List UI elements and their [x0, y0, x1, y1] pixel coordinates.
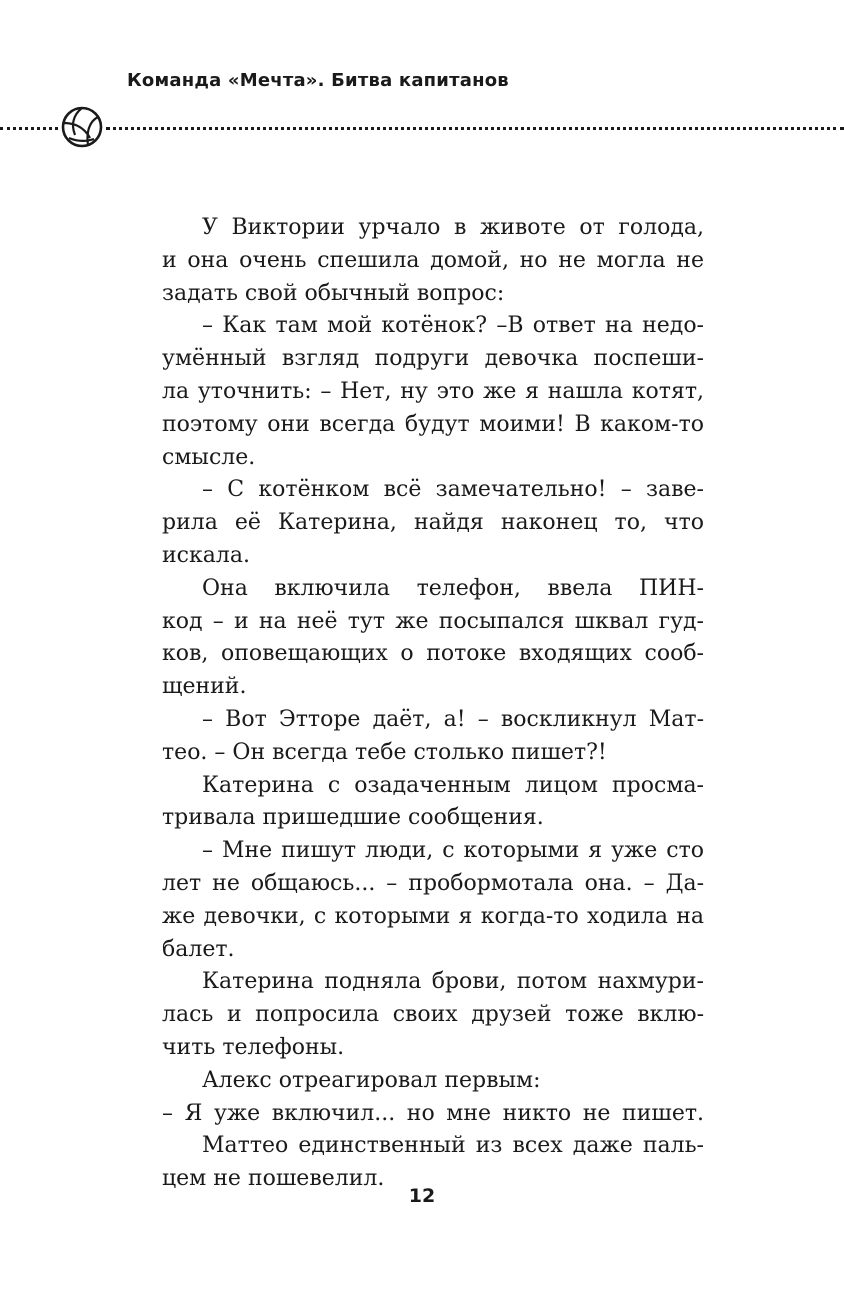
text-line: щений.	[162, 674, 247, 700]
text-line: лет не общаюсь... – пробормотала она. – Да-	[162, 870, 704, 896]
text-line: и она очень спешила домой, но не могла не	[162, 247, 704, 273]
text-line: ла уточнить: – Нет, ну это же я нашла котят,	[162, 378, 704, 404]
text-line: код – и на неё тут же посыпался шквал гуд-	[162, 608, 704, 634]
header-dotted-rule-left	[0, 127, 58, 130]
text-line: же девочки, с которыми я когда-то ходила на	[162, 903, 704, 929]
text-line: Она включила телефон, ввела ПИН-	[202, 575, 704, 601]
page-number: 12	[408, 1185, 436, 1207]
book-title: Команда «Мечта». Битва капитанов	[127, 70, 509, 91]
header-dotted-rule-right	[106, 127, 844, 130]
text-line: У Виктории урчало в животе от голода,	[202, 215, 704, 240]
text-line: ков, оповещающих о потоке входящих сооб-	[162, 641, 704, 667]
text-line: смысле.	[162, 444, 256, 470]
text-line: Маттео единственный из всех даже паль-	[202, 1133, 704, 1159]
text-line: рила её Катерина, найдя наконец то, что	[162, 510, 704, 536]
text-line: умённый взгляд подруги девочка поспеши-	[162, 346, 704, 372]
text-line: цем не пошевелил.	[162, 1166, 385, 1192]
text-line: поэтому они всегда будут моими! В каком-то	[162, 411, 704, 437]
text-line: Катерина подняла брови, потом нахмури-	[202, 969, 704, 995]
volleyball-icon	[60, 105, 104, 149]
text-line: балет.	[162, 936, 235, 962]
text-line: тео. – Он всегда тебе столько пишет?!	[162, 739, 607, 765]
text-line: – Вот Этторе даёт, а! – воскликнул Мат-	[202, 706, 704, 732]
text-line: Катерина с озадаченным лицом просма-	[202, 772, 704, 798]
text-line: задать свой обычный вопрос:	[162, 280, 505, 306]
text-line: – Мне пишут люди, с которыми я уже сто	[202, 838, 704, 864]
text-line: – Я уже включил... но мне никто не пишет.	[162, 1100, 704, 1126]
text-line: тривала пришедшие сообщения.	[162, 805, 544, 831]
text-line: чить телефоны.	[162, 1034, 345, 1060]
text-line: – С котёнком всё замечательно! – заве-	[202, 477, 704, 503]
text-line: лась и попросила своих друзей тоже вклю-	[162, 1002, 704, 1028]
body-text	[162, 212, 704, 1196]
text-line: Алекс отреагировал первым:	[202, 1067, 541, 1093]
text-line: – Как там мой котёнок? –В ответ на недо-	[202, 313, 704, 339]
text-line: искала.	[162, 542, 250, 568]
